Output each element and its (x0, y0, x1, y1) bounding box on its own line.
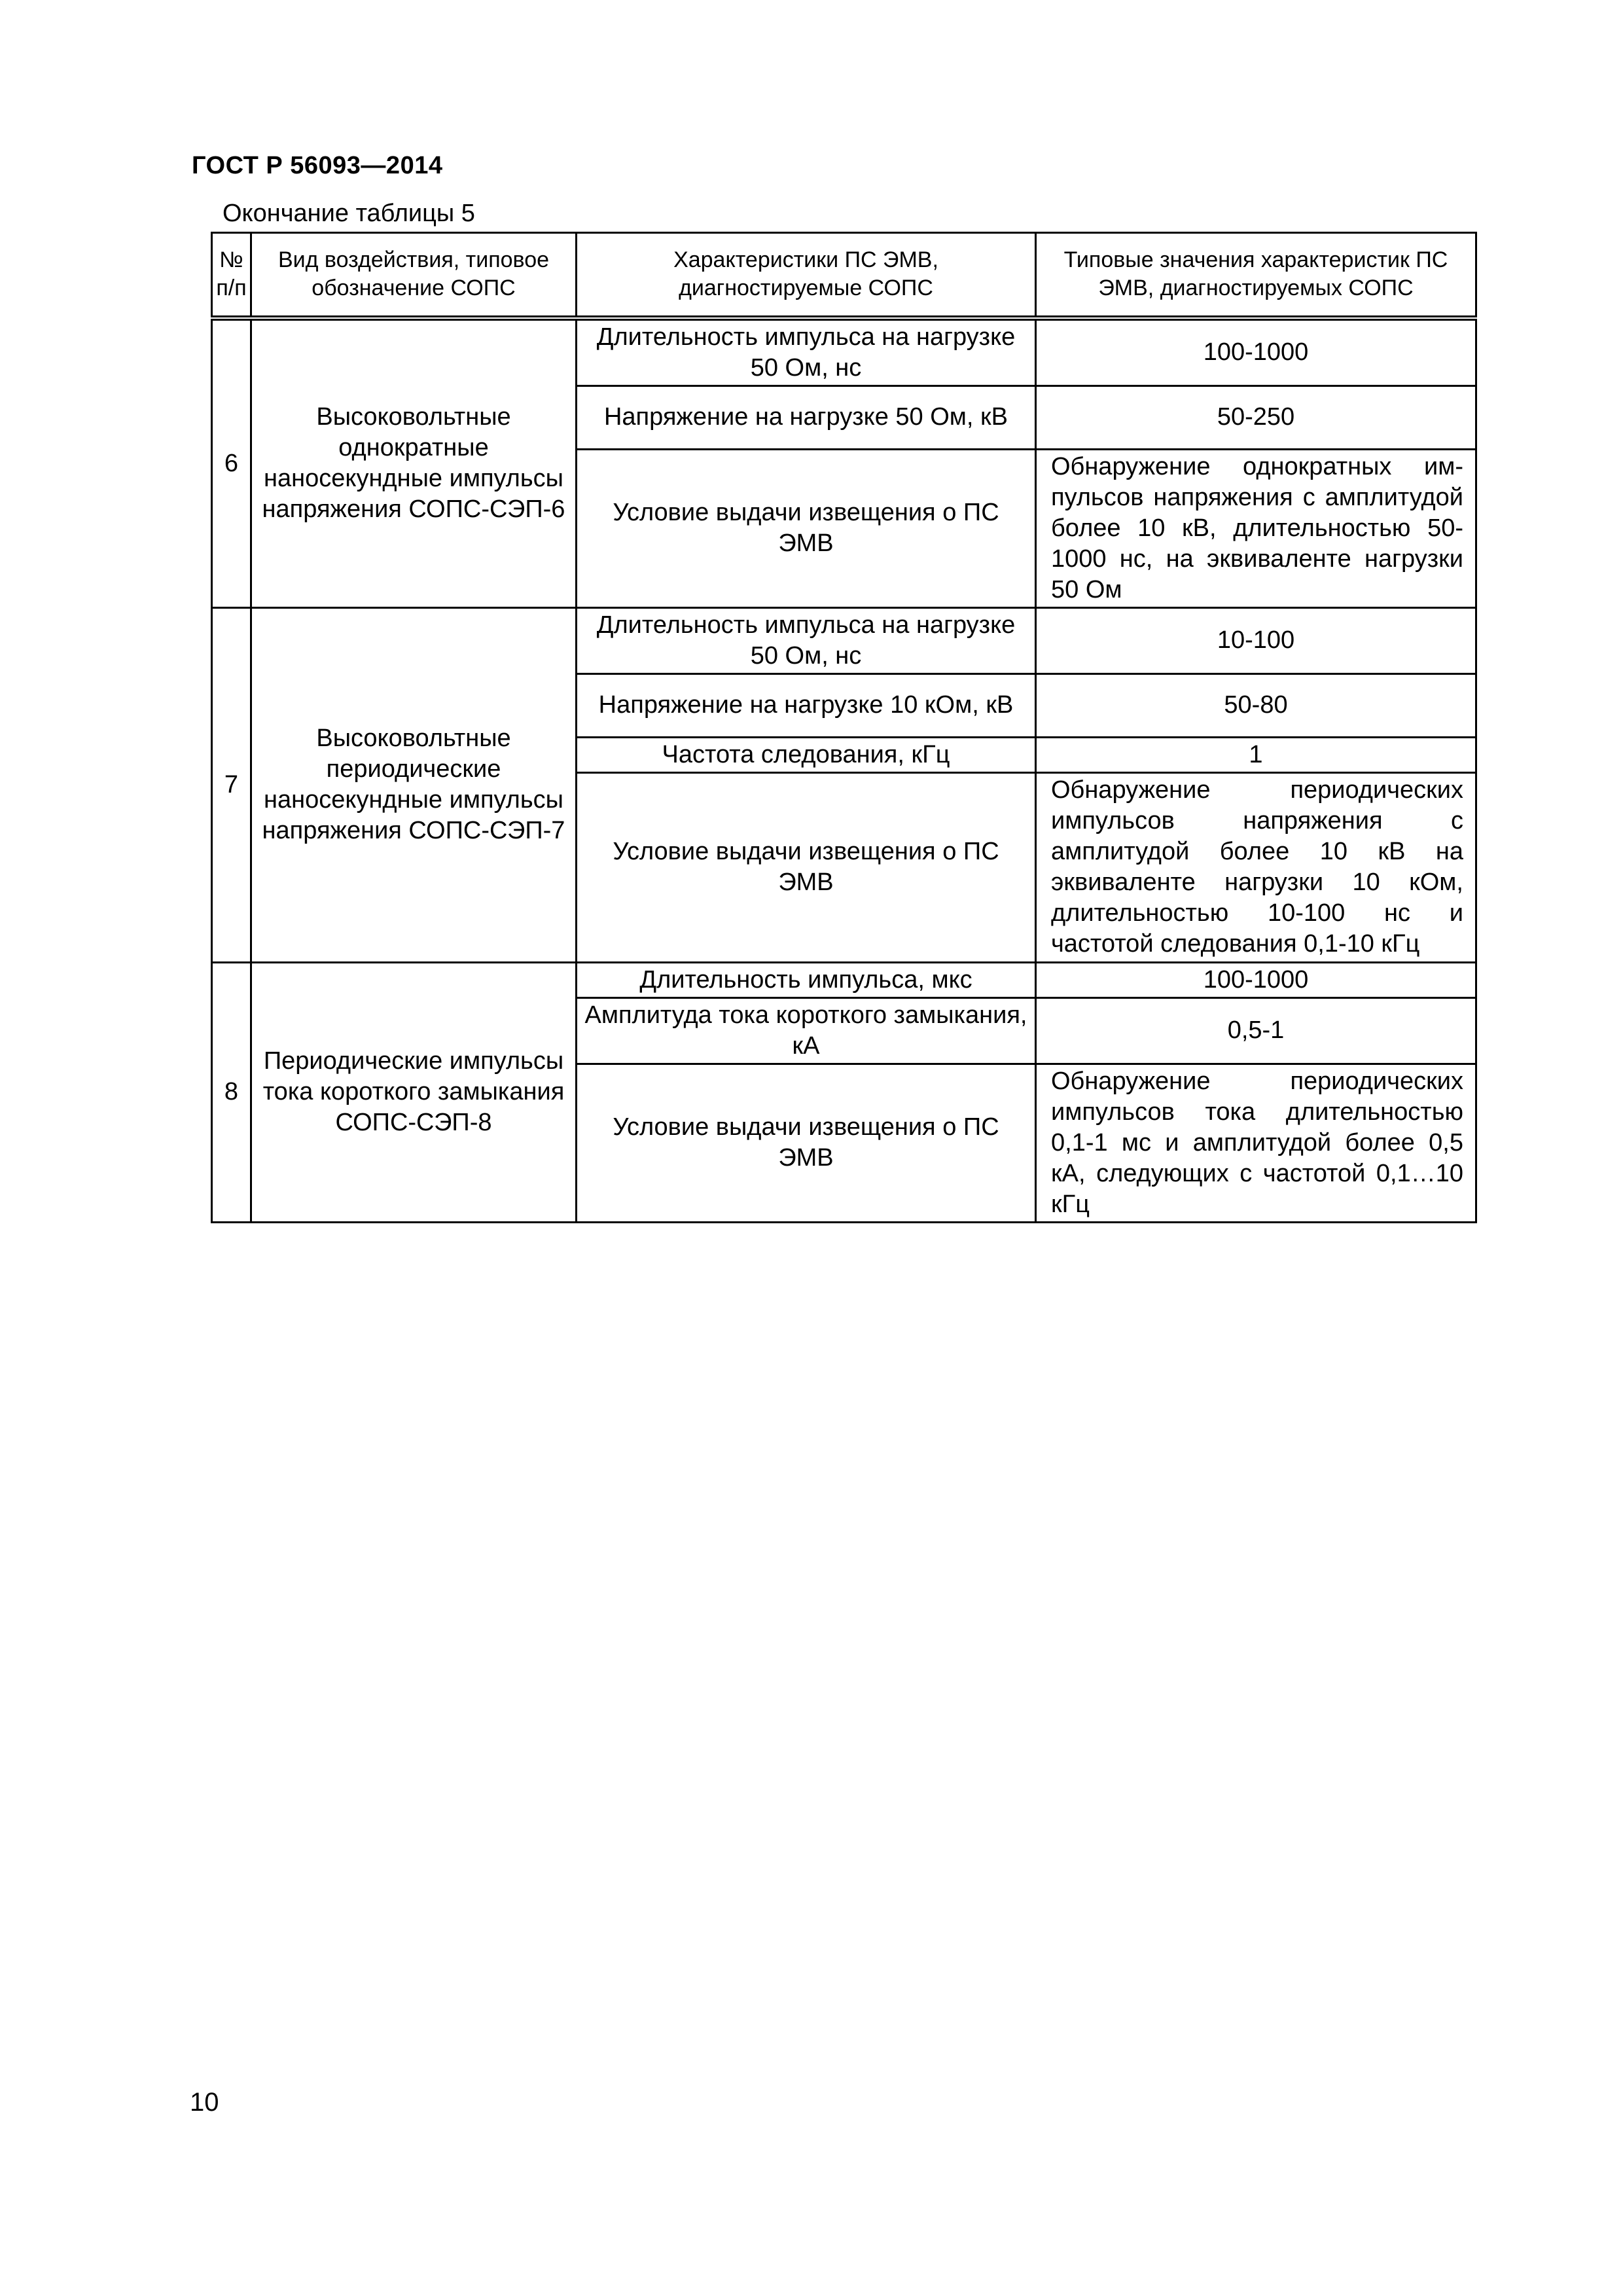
document-code: ГОСТ Р 56093—2014 (192, 152, 443, 179)
value-cell: Обнаружение периодических импульсов тока длительностью 0,1-1 мс и амплитудой более 0,5 кА, следующих с частотой 0,1…10 кГц (1036, 1064, 1476, 1222)
characteristic-cell: Длительность импульса, мкс (577, 962, 1036, 997)
characteristic-cell: Условие выдачи извещения о ПС ЭМВ (577, 772, 1036, 962)
characteristic-cell: Условие выдачи извещения о ПС ЭМВ (577, 1064, 1036, 1222)
value-cell: 50-250 (1036, 386, 1476, 449)
table-header (212, 233, 1476, 318)
spec-table (211, 232, 1477, 1223)
column-header-characteristic: Характеристики ПС ЭМВ, диагностируемые СОПС (577, 233, 1036, 318)
impact-type-cell: Периодические импульсы тока короткого замыкания СОПС-СЭП-8 (251, 962, 577, 1222)
column-header-type: Вид воздействия, типовое обозначение СОПС (251, 233, 577, 318)
table-row (212, 962, 1476, 997)
value-cell: 100-1000 (1036, 318, 1476, 386)
page-number: 10 (190, 2088, 219, 2117)
characteristic-cell: Длительность импульса на нагрузке 50 Ом, нс (577, 318, 1036, 386)
row-number: 7 (212, 607, 251, 962)
header-row (212, 233, 1476, 318)
row-number: 6 (212, 318, 251, 608)
value-cell: 50-80 (1036, 673, 1476, 737)
characteristic-cell: Условие выдачи извещения о ПС ЭМВ (577, 449, 1036, 607)
impact-type-cell: Высоковольтные периодические наносекундные импульсы напряжения СОПС-СЭП-7 (251, 607, 577, 962)
column-header-number: № п/п (212, 233, 251, 318)
characteristic-cell: Амплитуда тока короткого замыкания, кА (577, 997, 1036, 1064)
characteristic-cell: Длительность импульса на нагрузке 50 Ом, нс (577, 607, 1036, 673)
value-cell: Обнаружение однократных им-пульсов напряжения с амплитудой более 10 кВ, длительностью 50-1000 нс, на эквиваленте нагрузки 50 Ом (1036, 449, 1476, 607)
row-number: 8 (212, 962, 251, 1222)
impact-type-cell: Высоковольтные однократные наносекундные импульсы напряжения СОПС-СЭП-6 (251, 318, 577, 608)
value-cell: 10-100 (1036, 607, 1476, 673)
table-body (212, 318, 1476, 1223)
value-cell: 0,5-1 (1036, 997, 1476, 1064)
value-cell: Обнаружение периодических импульсов напряжения с амплитудой более 10 кВ на эквиваленте нагрузки 10 кОм, длительностью 10-100 нс и частотой следования 0,1-10 кГц (1036, 772, 1476, 962)
characteristic-cell: Напряжение на нагрузке 10 кОм, кВ (577, 673, 1036, 737)
column-header-value: Типовые значения характеристик ПС ЭМВ, диагностируемых СОПС (1036, 233, 1476, 318)
characteristic-cell: Напряжение на нагрузке 50 Ом, кВ (577, 386, 1036, 449)
table-caption: Окончание таблицы 5 (223, 200, 475, 227)
value-cell: 100-1000 (1036, 962, 1476, 997)
table-row (212, 607, 1476, 673)
table-row (212, 318, 1476, 386)
value-cell: 1 (1036, 737, 1476, 772)
characteristic-cell: Частота следования, кГц (577, 737, 1036, 772)
